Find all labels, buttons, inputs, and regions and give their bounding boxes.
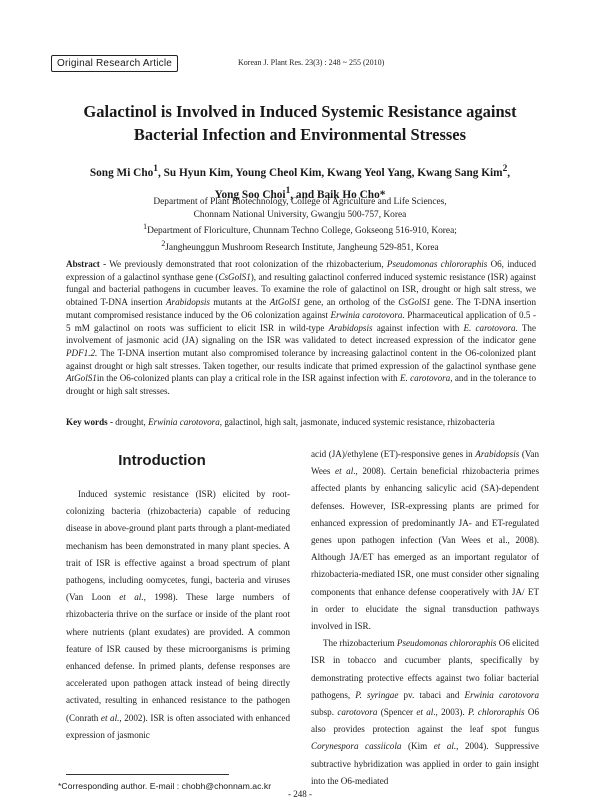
abstract-italic: Erwinia carotovora. <box>330 309 405 320</box>
paper-title <box>40 100 560 146</box>
affiliation-line: Chonnam National University, Gwangju 500-757, Korea <box>193 209 407 220</box>
abstract <box>66 258 536 398</box>
abstract-italic: AtGolS1 <box>66 373 97 384</box>
body-italic: Arabidopsis <box>475 449 520 459</box>
abstract-italic: Pseudomonas chlororaphis <box>386 259 488 269</box>
footnote-divider <box>66 774 229 775</box>
body-text: O6 also provides protection against the leaf spot fungus <box>311 707 539 735</box>
author-text: Yong Soo Choi <box>214 188 286 201</box>
body-text: acid (JA)/ethylene (ET)-responsive genes in <box>311 449 476 459</box>
body-italic: Corynespora cassiicola <box>311 741 402 752</box>
body-italic: et al. <box>119 592 144 603</box>
abstract-label: Abstract - <box>66 259 107 269</box>
intro-column-right <box>311 446 539 790</box>
keywords <box>66 416 536 429</box>
body-italic: et al., <box>433 741 459 752</box>
abstract-text: gene, an ortholog of the <box>300 297 399 308</box>
abstract-italic: AtGolS1 <box>269 297 301 308</box>
affiliation-sup: 2 <box>161 238 166 248</box>
title-line-1: Galactinol is Involved in Induced Systemic Resistance against <box>83 102 517 121</box>
abstract-text: gene. The T-DNA insertion mutant compromised resistance induced by the O6 colonization against <box>66 297 536 320</box>
body-text: (Spencer <box>377 707 417 718</box>
body-text: subsp. <box>311 707 338 718</box>
intro-column-left <box>66 486 290 744</box>
keywords-label: Key words - <box>66 417 113 427</box>
body-text: , 1998). These large numbers of rhizobacteria thrive on the surface or inside of the plant root where nutrients (plant exudates) are provided. A common feature of ISR caused by these microorganisms is priming enhanced defense. In primed plants, defense responses are accelerated upon pathogen attack instead of being directly activated, resulting in enhanced resistance to the pathogen (Conrath <box>66 592 291 723</box>
abstract-text: The involvement of jasmonic acid (JA) signaling on the ISR was validated to detect increased expression of the indicator gene <box>66 322 537 346</box>
intro-paragraph <box>311 446 539 635</box>
abstract-text: in the O6-colonized plants can play a critical role in the ISR against infection with <box>96 373 400 384</box>
page-number: - 248 - <box>288 789 312 799</box>
body-text: ., 2003). <box>433 707 468 718</box>
author-sup: 2 <box>502 164 508 174</box>
body-text: (Van Wees <box>311 449 539 477</box>
abstract-italic: E. carotovora. <box>463 322 518 333</box>
body-text: The rhizobacterium <box>323 638 397 649</box>
keywords-italic: Erwinia carotovora <box>148 417 220 427</box>
title-line-2: Bacterial Infection and Environmental Stresses <box>133 125 467 144</box>
author-text: , <box>507 166 511 179</box>
affiliation-line: Department of Plant Biotechnology, College of Agriculture and Life Sciences, <box>153 197 447 207</box>
abstract-italic: CsGolS1 <box>218 271 251 282</box>
body-text: Induced systemic resistance (ISR) elicited by root-colonizing bacteria (rhizobacteria) capable of reducing disease in above-ground plant parts through a plant-mediated mechanism has been demonstrated in many plant species. A trait of ISR is effective against a broad spectrum of plant pathogens, including oomycetes, fungi, bacteria and viruses (Van Loon <box>66 489 290 603</box>
abstract-text: We previously demonstrated that root colonization of the rhizobacterium, <box>106 259 387 269</box>
abstract-text: Pharmaceutical application of 0.5 - 5 mM galactinol on roots was sufficient to elicit ISR in wild-type <box>66 309 536 333</box>
abstract-italic: Arabidopsis <box>165 297 210 308</box>
author-text: , and Baik Ho Cho* <box>290 188 386 201</box>
author-sup: 1 <box>285 185 291 196</box>
body-text: pv. tabaci and <box>398 689 465 700</box>
article-type-badge: Original Research Article <box>51 55 178 72</box>
affiliations <box>40 196 560 255</box>
section-heading-introduction: Introduction <box>118 452 206 469</box>
author-sup: 1 <box>153 164 158 174</box>
body-text: , 2002). ISR is often associated with enhanced expression of jasmonic <box>66 712 290 740</box>
abstract-text: and in the tolerance to drought or high salt stresses. <box>66 373 537 397</box>
abstract-italic: PDF1.2. <box>66 347 98 358</box>
intro-paragraph <box>311 635 539 790</box>
body-italic: et al <box>335 466 354 477</box>
body-text: (Kim <box>401 741 434 752</box>
abstract-text: against infection with <box>372 322 464 333</box>
abstract-italic: E. carotovora, <box>399 373 453 384</box>
body-text: ., 2008). Certain beneficial rhizobacteria primes affected plants by enhancing salicylic acid (SA)-dependent defenses. However, ISR-expressing plants are primed for enhanced expression of predominantly JA- and ET-regulated genes upon pathogen infection (Van Wees et al., 2008). Although JA/ET has emerged as an important regulator of rhizobacteria-mediated ISR, one must consider other signaling components that enhance defense cooperatively with JA/ ET in order to elucidate the signal transduction pathways involved in ISR. <box>311 466 539 632</box>
abstract-italic: CsGolS1 <box>398 297 431 308</box>
body-text: O6 elicited ISR in tobacco and cucumber plants, specifically by demonstrating protective effects against two foliar bacterial pathogens, <box>311 638 539 700</box>
intro-paragraph <box>66 486 290 744</box>
author-text: , Su Hyun Kim, Young Cheol Kim, Kwang Yeol Yang, Kwang Sang Kim <box>157 166 503 179</box>
journal-citation: Korean J. Plant Res. 23(3) : 248 ~ 255 (2010) <box>238 58 385 67</box>
body-italic: P. chlororaphis <box>467 707 525 718</box>
author-text: Song Mi Cho <box>89 166 154 179</box>
body-italic: Pseudomonas chlororaphis <box>396 638 497 649</box>
corresponding-author-footnote: *Corresponding author. E-mail : chobh@chonnam.ac.kr <box>58 781 272 791</box>
abstract-italic: Arabidopsis <box>328 322 373 333</box>
abstract-text: O6, induced expression of a galactinol synthase gene ( <box>66 259 536 282</box>
affiliation-line <box>40 221 560 238</box>
body-italic: Erwinia carotovora <box>464 689 540 700</box>
body-italic: carotovora <box>337 707 378 718</box>
body-italic: P. syringae <box>355 689 399 700</box>
affiliation-line <box>40 238 560 255</box>
keywords-text: drought, <box>112 417 149 427</box>
abstract-text: ), and resulting galactinol conferred induced systemic resistance (ISR) against fungal and bacterial pathogens in cucumber leaves. To examine the role of galactinol on ISR, drought or high salt stress, we obtained T-DNA insertion <box>66 271 536 308</box>
abstract-text: The T-DNA insertion mutant also compromised tolerance by increasing galactinol content in the O6-colonized plant against drought or high salt stresses. Taken together, our results indicate that primed expression of the galactinol synthase gene <box>66 347 536 371</box>
abstract-text: mutants at the <box>209 297 270 308</box>
body-italic: et al <box>416 707 434 718</box>
body-italic: et al. <box>100 712 120 723</box>
affiliation-text: Jangheunggun Mushroom Research Institute, Jangheung 529-851, Korea <box>165 243 439 254</box>
affiliation-sup: 1 <box>143 222 148 232</box>
keywords-text: , galactinol, high salt, jasmonate, induced systemic resistance, rhizobacteria <box>219 417 495 427</box>
affiliation-text: Department of Floriculture, Chunnam Techno College, Gokseong 516-910, Korea; <box>147 226 457 237</box>
author-line-1 <box>40 160 560 182</box>
body-text: 2004). Suppressive subtractive hybridization was applied in order to gain insight into the O6-mediated <box>311 741 539 786</box>
